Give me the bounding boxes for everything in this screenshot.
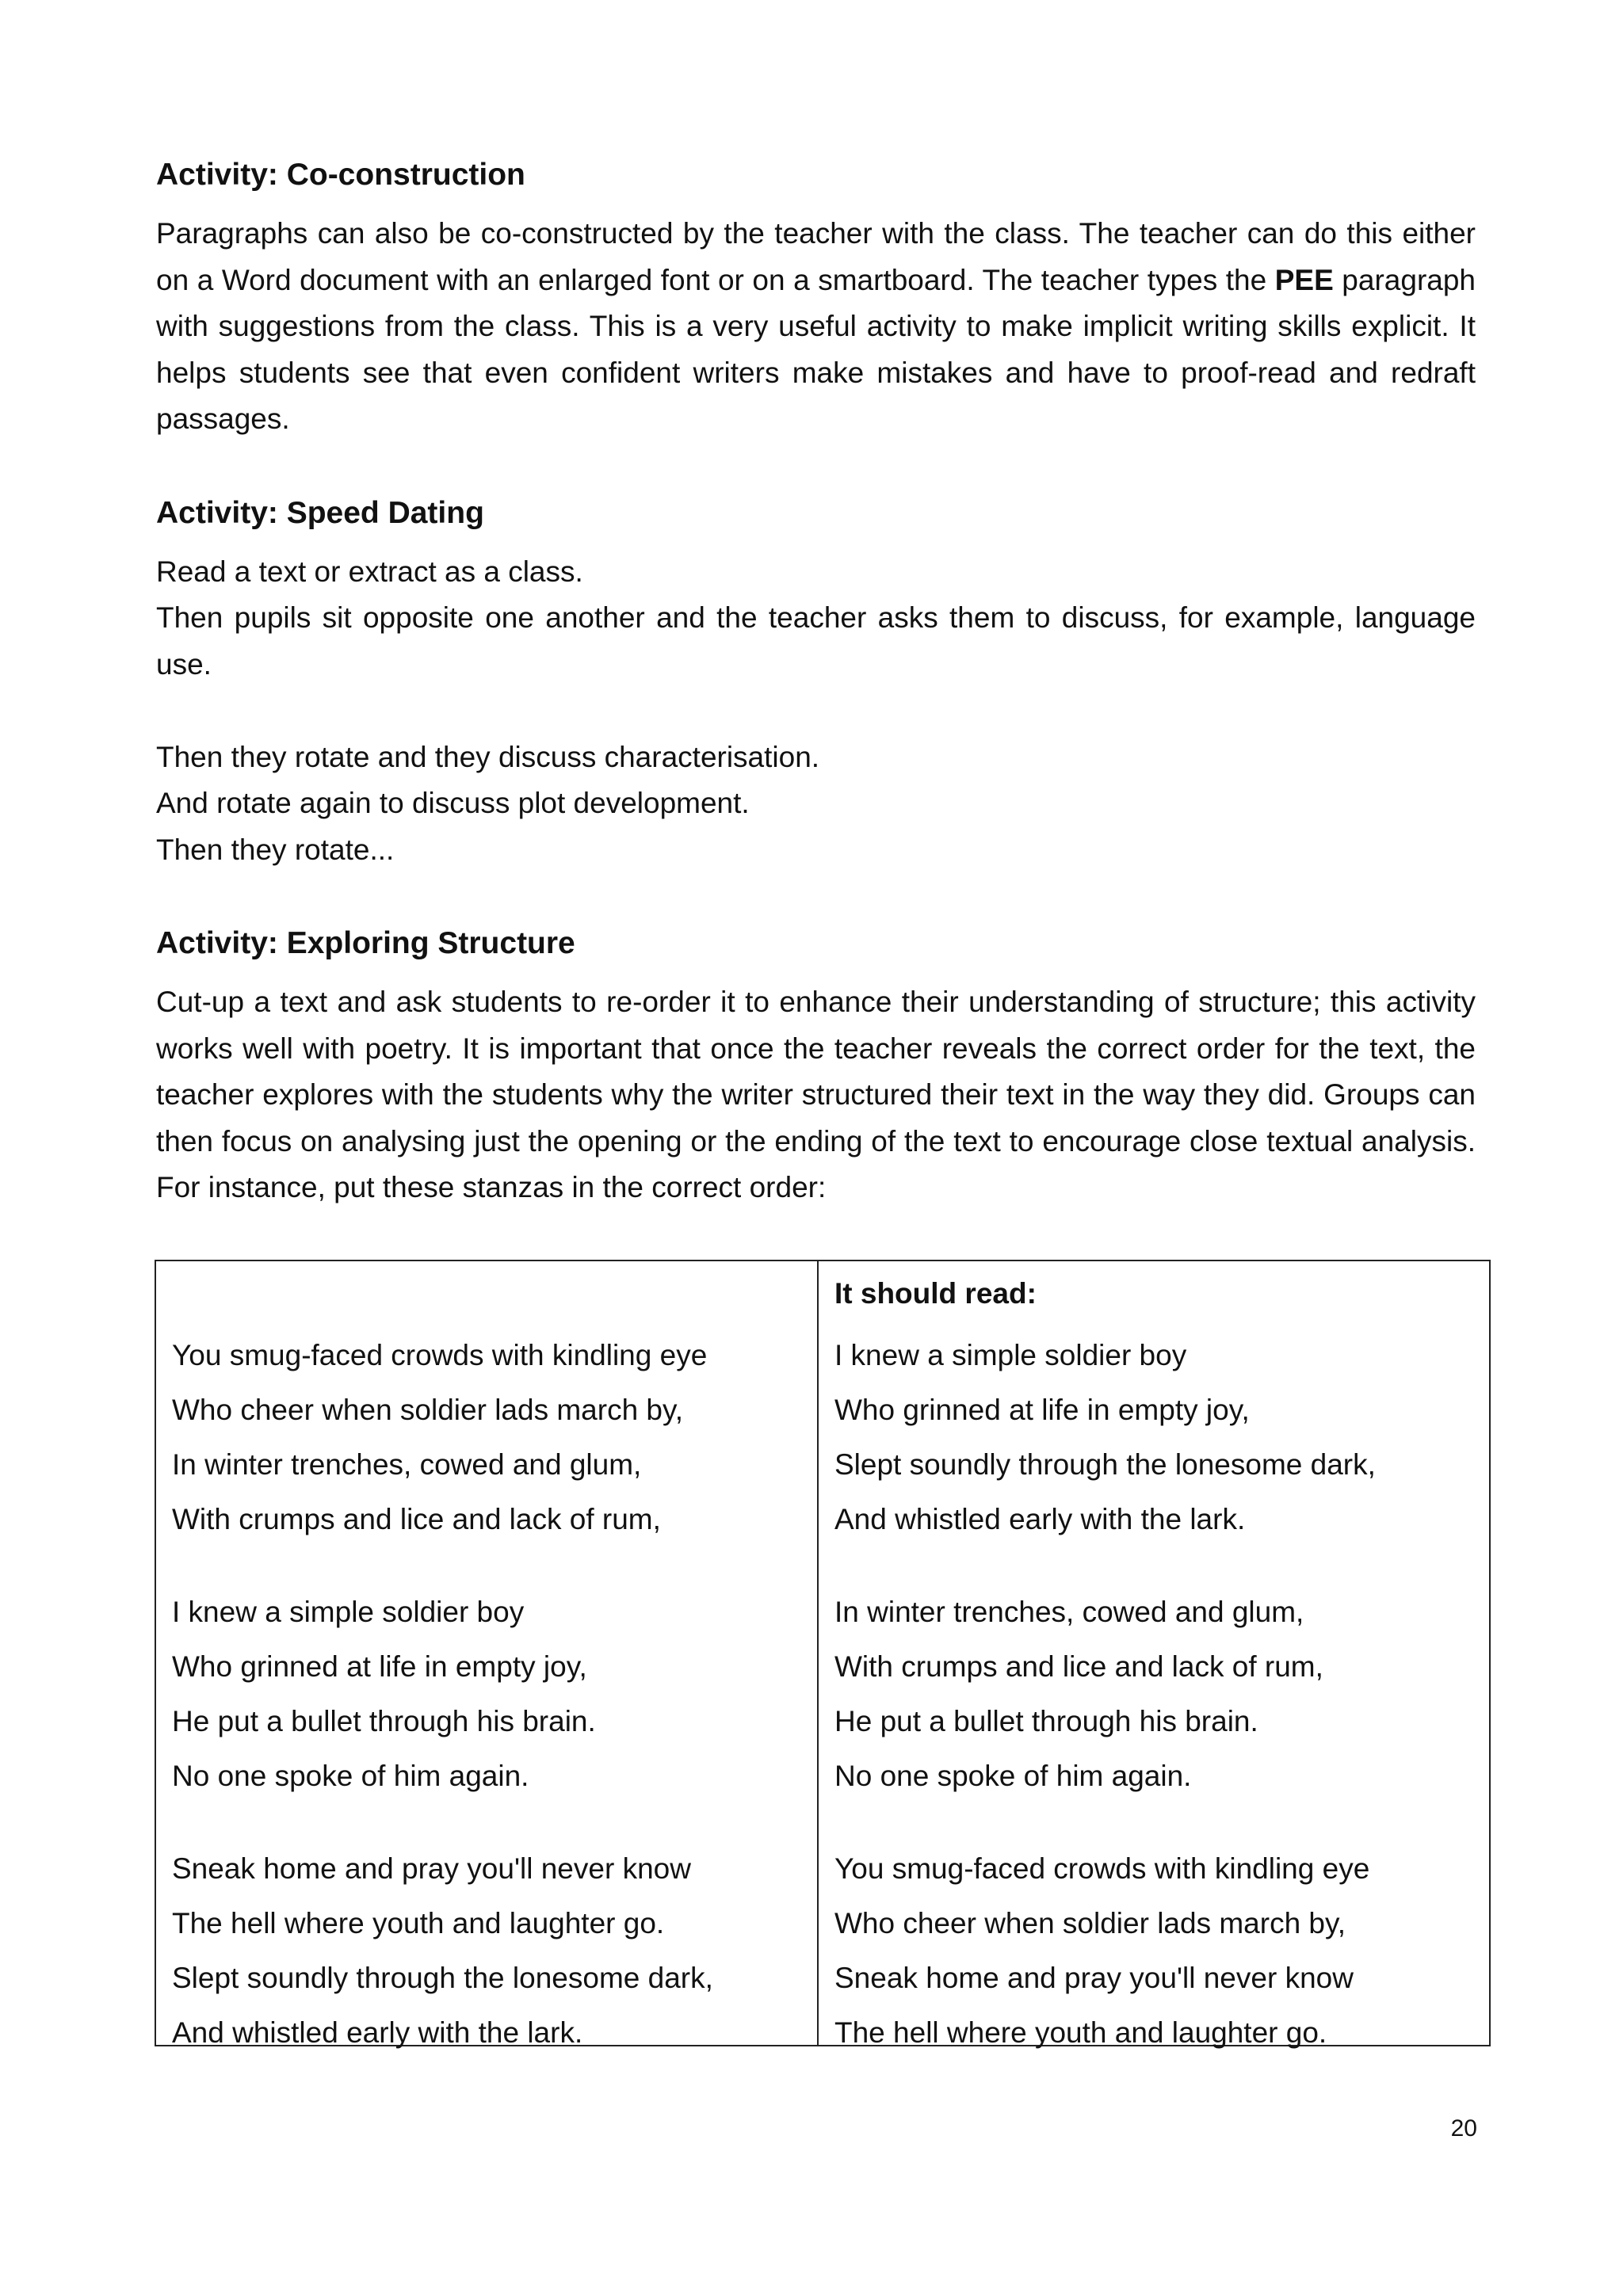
correct-order-heading: It should read: xyxy=(834,1277,1037,1310)
verse-line: No one spoke of him again. xyxy=(172,1760,529,1792)
stanza xyxy=(834,1841,1489,2060)
verse-line: I knew a simple soldier boy xyxy=(172,1596,525,1628)
section-title-exploring-structure: Activity: Exploring Structure xyxy=(156,926,575,960)
verse-line: The hell where youth and laughter go. xyxy=(834,2016,1327,2049)
section-body-speed-dating xyxy=(156,549,1476,874)
stanza xyxy=(834,1585,1489,1803)
scrambled-stanzas-column xyxy=(156,1261,819,2049)
verse-line: I knew a simple soldier boy xyxy=(834,1339,1187,1371)
body-line: And rotate again to discuss plot development. xyxy=(156,787,750,819)
verse-line: With crumps and lice and lack of rum, xyxy=(172,1503,661,1535)
verse-line: Who cheer when soldier lads march by, xyxy=(172,1394,684,1426)
stanza-table xyxy=(155,1260,1491,2049)
verse-line: In winter trenches, cowed and glum, xyxy=(172,1448,642,1481)
section-title-co-construction: Activity: Co-construction xyxy=(156,158,525,192)
spacer xyxy=(156,688,1476,734)
verse-line: Who grinned at life in empty joy, xyxy=(172,1650,587,1683)
stanza xyxy=(172,1841,817,2060)
verse-line: You smug-faced crowds with kindling eye xyxy=(834,1852,1370,1885)
pee-emphasis: PEE xyxy=(1274,263,1334,296)
section-body-exploring-structure: Cut-up a text and ask students to re-order it to enhance their understanding of structure; this activity works well with poetry. It is important that once the teacher reveals the correct order for the text, the teacher explores with the students why the writer structured their text in the way they did. Groups can then focus on analysing just the opening or the ending of the text to encourage close textual analysis. For instance, put these stanzas in the correct order: xyxy=(156,986,1476,1203)
verse-line: In winter trenches, cowed and glum, xyxy=(834,1596,1304,1628)
verse-line: Slept soundly through the lonesome dark, xyxy=(172,1962,713,1994)
verse-line: The hell where youth and laughter go. xyxy=(172,1907,665,1939)
stanza xyxy=(172,1585,817,1803)
section-body-co-construction xyxy=(156,211,1476,443)
body-line: Read a text or extract as a class. xyxy=(156,555,583,588)
page-number: 20 xyxy=(1450,2115,1477,2142)
body-line: Then pupils sit opposite one another and the teacher asks them to discuss, for example, language use. xyxy=(156,601,1476,681)
section-title-speed-dating: Activity: Speed Dating xyxy=(156,495,484,530)
stanza xyxy=(172,1328,817,1547)
verse-line: Who grinned at life in empty joy, xyxy=(834,1394,1250,1426)
body-text: paragraph with suggestions from the class. This is a very useful activity to make implicit writing skills explicit. It helps students see that even confident writers make mistakes and have to proof-read and redraft passages. xyxy=(156,263,1476,435)
verse-line: With crumps and lice and lack of rum, xyxy=(834,1650,1323,1683)
verse-line: No one spoke of him again. xyxy=(834,1760,1192,1792)
verse-line: Sneak home and pray you'll never know xyxy=(834,1962,1354,1994)
verse-line: Who cheer when soldier lads march by, xyxy=(834,1907,1346,1939)
verse-line: And whistled early with the lark. xyxy=(172,2016,583,2049)
correct-order-column xyxy=(819,1261,1489,2049)
verse-line: He put a bullet through his brain. xyxy=(172,1705,596,1737)
verse-line: Slept soundly through the lonesome dark, xyxy=(834,1448,1376,1481)
page-content xyxy=(156,152,1476,1233)
body-line: Then they rotate... xyxy=(156,833,395,866)
verse-line: He put a bullet through his brain. xyxy=(834,1705,1258,1737)
body-line: Then they rotate and they discuss characterisation. xyxy=(156,740,820,773)
verse-line: You smug-faced crowds with kindling eye xyxy=(172,1339,708,1371)
verse-line: And whistled early with the lark. xyxy=(834,1503,1246,1535)
verse-line: Sneak home and pray you'll never know xyxy=(172,1852,691,1885)
body-text: Paragraphs can also be co-constructed by the teacher with the class. The teacher can do this either on a Word document with an enlarged font or on a smartboard. The teacher types the xyxy=(156,217,1476,296)
stanza xyxy=(834,1328,1489,1547)
